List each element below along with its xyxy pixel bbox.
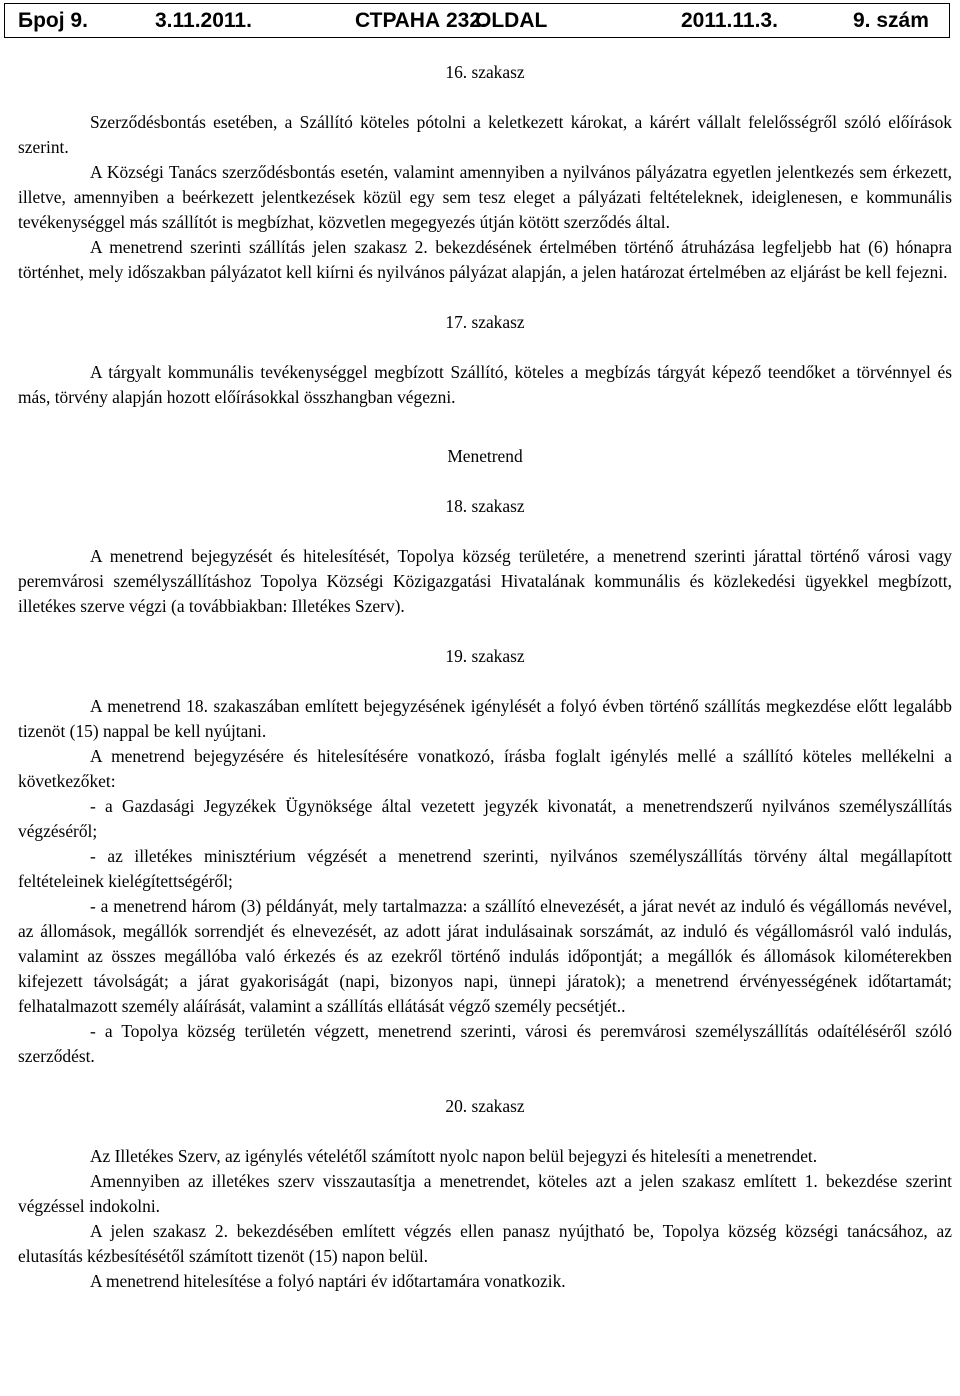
section-17-title: 17. szakasz (445, 312, 525, 332)
menetrend-heading: Menetrend (447, 446, 523, 466)
section-16-paragraph-3: A menetrend szerinti szállítás jelen szakasz 2. bekezdésének értelmében történő átruházása legfeljebb hat (6) hónapra történhet, mely időszakban pályázatot kell kiírni és nyilvános pályázat alapján, a jelen határozat értelmében az eljárást be kell fejezni. (18, 237, 952, 282)
section-20-paragraph-3: A jelen szakasz 2. bekezdésében említett végzés ellen panasz nyújtható be, Topolya község községi tanácsához, az elutasítás kézbesítésétől számított tizenöt (15) napon belül. (18, 1221, 952, 1266)
page-number-serbian: СТРАНА 232. (355, 8, 487, 32)
issue-number-serbian: Број 9. (18, 8, 88, 32)
section-20-paragraph-4: A menetrend hitelesítése a folyó naptári év időtartamára vonatkozik. (90, 1271, 566, 1291)
section-19-bullet-1: - a Gazdasági Jegyzékek Ügynöksége által vezetett jegyzék kivonatát, a menetrendszerű nyilvános személyszállítás végzéséről; (18, 796, 952, 841)
section-19-bullet-2: - az illetékes minisztérium végzését a menetrend szerinti, nyilvános személyszállítás törvény által megállapított feltételeinek kielégítettségéről; (18, 846, 952, 891)
section-16-title: 16. szakasz (445, 62, 525, 82)
section-17-paragraph-1: A tárgyalt kommunális tevékenységgel megbízott Szállító, köteles a megbízás tárgyát képező teendőket a törvénnyel és más, törvény alapján hozott előírásokkal összhangban végezni. (18, 362, 952, 407)
section-19-title: 19. szakasz (445, 646, 525, 666)
page-label-hungarian: OLDAL (475, 8, 548, 32)
section-16-paragraph-2: A Községi Tanács szerződésbontás esetén, valamint amennyiben a nyilvános pályázatra egyetlen jelentkezés sem érkezett, illetve, amennyiben a beérkezett jelentkezések közül egy sem tesz eleget a pályázati feltételeknek, ideiglenesen, e kommunális tevékenységgel más szállítót is megbízhat, közvetlen megegyezés útján kötött szerződés által. (18, 162, 952, 232)
date-serbian: 3.11.2011. (155, 8, 252, 32)
page-header (4, 3, 950, 38)
section-18-paragraph-1: A menetrend bejegyzését és hitelesítését, Topolya község területére, a menetrend szerinti járattal történő városi vagy peremvárosi személyszállításhoz Topolya Községi Közigazgatási Hivatalának kommunális és közlekedési ügyekkel megbízott, illetékes szerve végzi (a továbbiakban: Illetékes Szerv). (18, 546, 952, 616)
section-18-title: 18. szakasz (445, 496, 525, 516)
section-19-paragraph-2: A menetrend bejegyzésére és hitelesítésére vonatkozó, írásba foglalt igénylés mellé a szállító köteles mellékelni a következőket: (18, 746, 952, 791)
section-19-paragraph-1: A menetrend 18. szakaszában említett bejegyzésének igénylését a folyó évben történő szállítás megkezdése előtt legalább tizenöt (15) nappal be kell nyújtani. (18, 696, 952, 741)
section-19-bullet-3: - a menetrend három (3) példányát, mely tartalmazza: a szállító elnevezését, a járat nevét az induló és végállomás nevével, az állomások, megállók sorrendjét és elnevezését, az adott járat indulásainak sorszámát, az induló és végállomásról való indulás, valamint az összes megállóba való érkezés és az ezekről történő indulás időpontját; a megállók és állomások kilométerekben kifejezett távolságát; a járat gyakoriságát (napi, bizonyos napi, ünnepi járatok); a menetrend érvényességének időtartamát; felhatalmazott személy aláírását, valamint a szállítás ellátását végző személy pecsétjét.. (18, 896, 952, 1016)
date-hungarian: 2011.11.3. (681, 8, 778, 32)
section-19-bullet-4: - a Topolya község területén végzett, menetrend szerinti, városi és peremvárosi személyszállítás odaítéléséről szóló szerződést. (18, 1021, 952, 1066)
section-20-title: 20. szakasz (445, 1096, 525, 1116)
document-body (18, 60, 952, 1294)
issue-number-hungarian: 9. szám (853, 8, 929, 32)
section-16-paragraph-1: Szerződésbontás esetében, a Szállító köteles pótolni a keletkezett károkat, a kárért vállalt felelősségről szóló előírások szerint. (18, 112, 952, 157)
section-20-paragraph-2: Amennyiben az illetékes szerv visszautasítja a menetrendet, köteles azt a jelen szakasz említett 1. bekezdése szerint végzéssel indokolni. (18, 1171, 952, 1216)
section-20-paragraph-1: Az Illetékes Szerv, az igénylés vételétől számított nyolc napon belül bejegyzi és hitelesíti a menetrendet. (90, 1146, 818, 1166)
